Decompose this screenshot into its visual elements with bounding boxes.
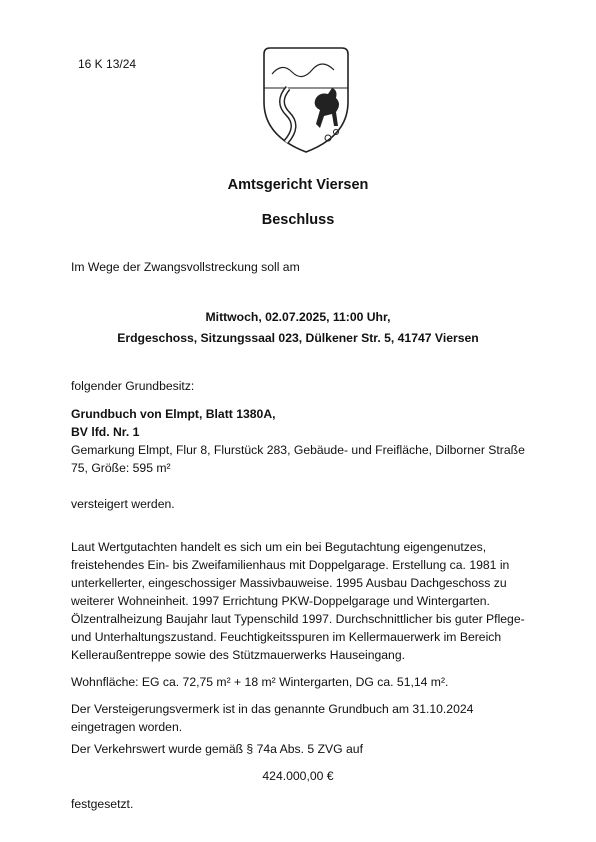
living-area: Wohnfläche: EG ca. 72,75 m² + 18 m² Wintergarten, DG ca. 51,14 m².: [71, 675, 449, 689]
market-value-amount: 424.000,00 €: [262, 769, 334, 783]
parcel-description: Gemarkung Elmpt, Flur 8, Flurstück 283, Gebäude- und Freifläche, Dilborner Straße 75, Größe: 595 m²: [71, 443, 525, 475]
auction-statement: versteigert werden.: [71, 497, 175, 511]
decision-title: Beschluss: [261, 212, 335, 228]
auction-location: Erdgeschoss, Sitzungssaal 023, Dülkener Str. 5, 41747 Viersen: [117, 331, 479, 345]
market-value-intro: Der Verkehrswert wurde gemäß § 74a Abs. 5 ZVG auf: [71, 742, 363, 756]
auction-date: Mittwoch, 02.07.2025, 11:00 Uhr,: [205, 310, 391, 324]
closing-text: festgesetzt.: [71, 797, 134, 811]
nrw-coat-of-arms-icon: [258, 44, 354, 156]
property-intro: folgender Grundbesitz:: [71, 379, 195, 393]
land-registry: Grundbuch von Elmpt, Blatt 1380A,: [71, 407, 276, 421]
appraisal-paragraph: Laut Wertgutachten handelt es sich um ein bei Begutachtung eigengenutzes, freistehendes Ein- bis Zweifamilienhaus mit Doppelgarage. Erstellung ca. 1981 in unterkellerter, eingeschossiger Massivbauweise. 1995 Ausbau Dachgeschoss zu weiterer Wohneinheit. 1997 Errichtung PKW-Doppelgarage und Wintergarten. Ölzentralheizung Baujahr laut Typenschild 1997. Durchschnittlicher bis guter Pflege- und Unterhaltungszustand. Feuchtigkeitsspuren im Kellermauerwerk im Bereich Kelleraußentreppe sowie des Stützmauerwerks Hauseingang.: [71, 540, 525, 662]
file-number: 16 K 13/24: [78, 57, 137, 71]
registry-entry-note: Der Versteigerungsvermerk ist in das genannte Grundbuch am 31.10.2024 eingetragen worden.: [71, 702, 474, 734]
court-name: Amtsgericht Viersen: [227, 177, 369, 193]
intro-text: Im Wege der Zwangsvollstreckung soll am: [71, 260, 300, 274]
inventory-number: BV lfd. Nr. 1: [71, 425, 140, 439]
